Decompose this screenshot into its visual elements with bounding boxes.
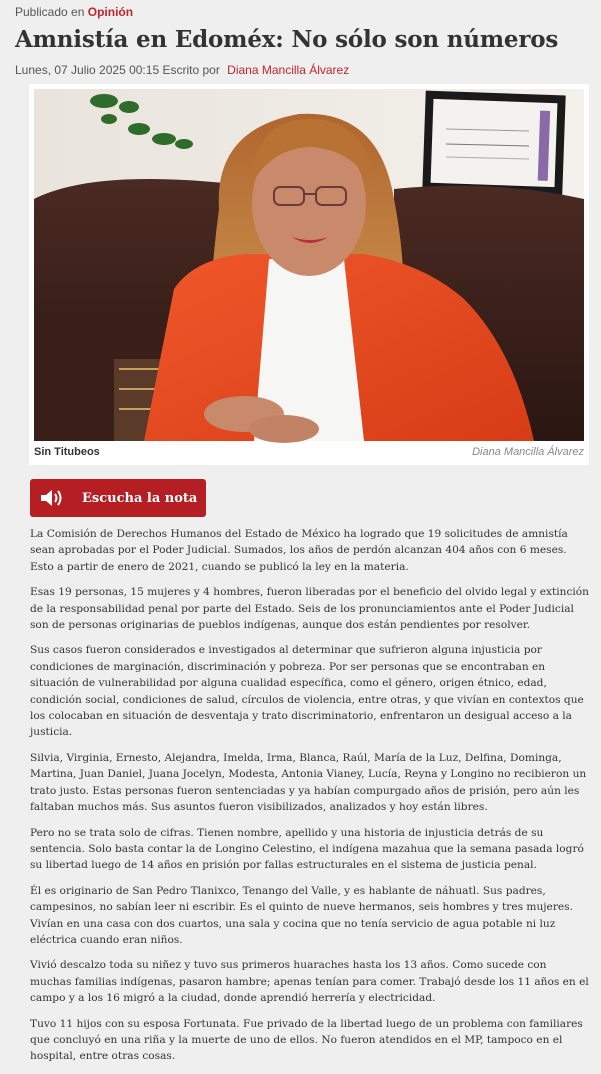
paragraph: La Comisión de Derechos Humanos del Estado de México ha logrado que 19 solicitudes de amnistía sean aprobadas por el Poder Judicial. Sumados, los años de perdón alcanzan 404 años con 6 meses. Esto a partir de enero de 2021, cuando se publicó la ley en la materia. bbox=[30, 528, 568, 573]
paragraph: Silvia, Virginia, Ernesto, Alejandra, Imelda, Irma, Blanca, Raúl, María de la Luz, Delfina, Dominga, Martina, Juan Daniel, Juana Jocelyn, Modesta, Antonia Vianey, Lucía, Reyna y Longino no recibieron un trato justo. Estas personas fueron sentenciadas y ya habían compurgado años de prisión, pero aún les faltaban muchos más. Sus asuntos fueron visibilizados, analizados y hoy están libres. bbox=[30, 751, 587, 814]
listen-label: Escucha la nota bbox=[82, 490, 198, 506]
portrait-photo bbox=[34, 89, 584, 441]
article-photo bbox=[34, 89, 584, 441]
paragraph: Él es originario de San Pedro Tlanixco, Tenango del Valle, y es hablante de náhuatl. Sus padres, campesinos, no sabían leer ni escribir. Es el quinto de nueve hermanos, seis hombres y tres mujeres. Vivían en una casa con dos cuartos, una sala y cocina que no tenía servicio de agua potable ni luz eléctrica cuando eran niños. bbox=[30, 884, 573, 946]
category-link[interactable]: Opinión bbox=[87, 5, 134, 19]
published-prefix: Publicado en bbox=[15, 5, 85, 19]
article-figure bbox=[29, 84, 589, 465]
article-title: Amnistía en Edoméx: No sólo son números bbox=[15, 26, 559, 53]
speaker-icon bbox=[39, 487, 65, 509]
photo-caption: Sin Titubeos bbox=[34, 446, 100, 458]
paragraph: Vivió descalzo toda su niñez y tuvo sus primeros huaraches hasta los 13 años. Como sucede con muchas familias indígenas, pasaron hambre; apenas tenían para comer. Trabajó desde los 11 años en el campo y a los 16 migró a la ciudad, donde aprendió herrería y electricidad. bbox=[30, 959, 589, 1005]
published-in bbox=[15, 5, 133, 19]
publish-date: Lunes, 07 Julio 2025 00:15 bbox=[15, 63, 160, 77]
listen-button[interactable] bbox=[30, 479, 206, 517]
diploma-frame bbox=[422, 91, 565, 196]
written-by-label: Escrito por bbox=[162, 63, 220, 77]
paragraph: Pero no se trata solo de cifras. Tienen nombre, apellido y una historia de injusticia detrás de su sentencia. Solo basta contar la de Longino Celestino, el indígena mazahua que la semana pasada logró su libertad luego de 14 años en prisión por fallas estructurales en el sistema de justicia penal. bbox=[30, 826, 584, 872]
paragraph: Esas 19 personas, 15 mujeres y 4 hombres, fueron liberadas por el beneficio del olvido legal y extinción de la responsabilidad penal por parte del Estado. Seis de los pronunciamientos ante el Poder Judicial son de personas originarias de pueblos indígenas, aunque dos están pendientes por resolver. bbox=[30, 586, 589, 632]
article-body bbox=[30, 526, 590, 1074]
paragraph: Tuvo 11 hijos con su esposa Fortunata. Fue privado de la libertad luego de un problema con familiares que concluyó en una riña y la muerte de uno de ellos. No fueron atendidos en el MP, tampoco en el hospital, entre otras cosas. bbox=[30, 1017, 583, 1063]
article-meta bbox=[15, 63, 349, 77]
author-link[interactable]: Diana Mancilla Álvarez bbox=[227, 63, 350, 77]
photo-credit: Diana Mancilla Álvarez bbox=[472, 446, 584, 458]
paragraph: Sus casos fueron considerados e investigados al determinar que sufrieron alguna injusticia por condiciones de marginación, discriminación y pobreza. Por ser personas que se encontraban en situación de vulnerabilidad por alguna cualidad específica, como el género, origen étnico, edad, condición social, condiciones de salud, círculos de violencia, entre otras, y que vivían en contextos que los colocaban en situación de desventaja y trato discriminatorio, enfrentaron un desigual acceso a la justicia. bbox=[30, 644, 584, 739]
